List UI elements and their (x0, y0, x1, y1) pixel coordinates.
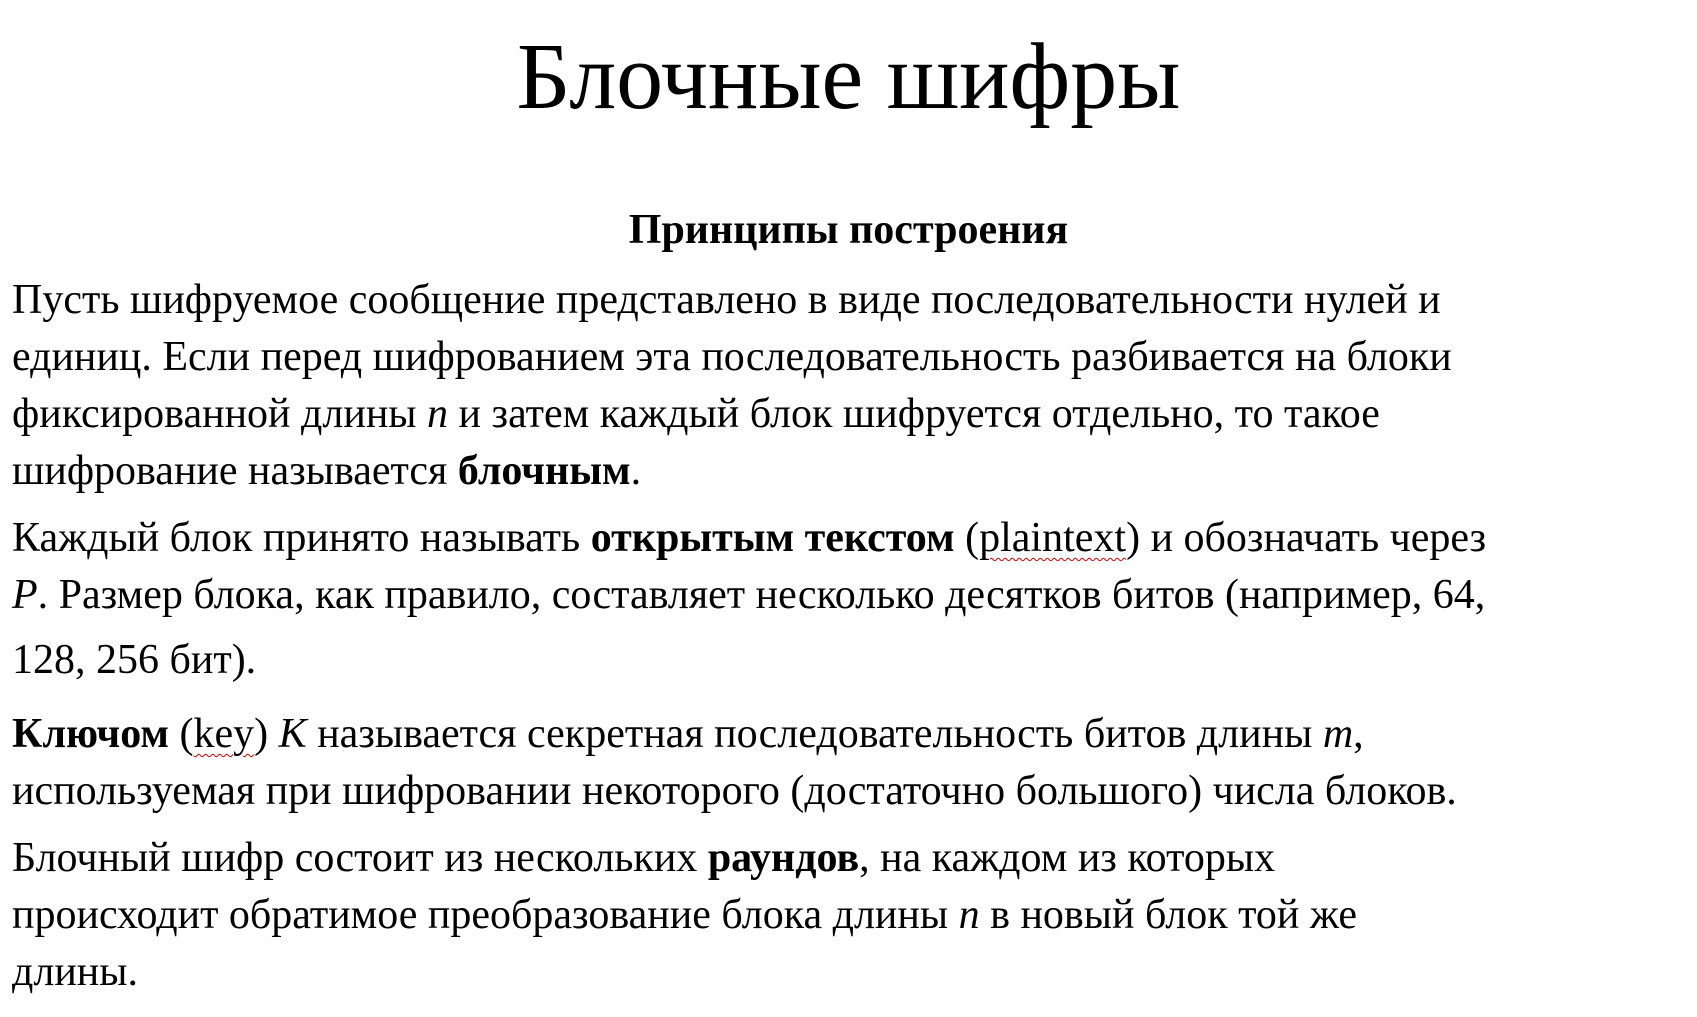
text-run: 128, 256 бит). (12, 637, 257, 683)
text-line (12, 443, 1692, 500)
text-run: и затем каждый блок шифруется отдельно, то такое (448, 391, 1380, 437)
paragraph-plaintext-definition (12, 510, 1692, 696)
text-run: . Размер блока, как правило, составляет несколько десятков битов (например, 64, (37, 572, 1486, 618)
text-run: ( (169, 711, 194, 757)
text-run: Блочный шифр состоит из нескольких (12, 835, 708, 881)
text-line (12, 272, 1692, 329)
text-line (12, 567, 1692, 624)
variable-k: K (278, 711, 307, 757)
text-line (12, 329, 1692, 386)
text-run: шифрование называется (12, 448, 458, 494)
text-run: ) и обозначать через (1126, 515, 1487, 561)
paragraph-rounds-definition (12, 830, 1692, 1001)
text-run: ) (254, 711, 279, 757)
page-title: Блочные шифры (516, 25, 1181, 129)
text-run: единиц. Если перед шифрованием эта последовательность разбивается на блоки (12, 334, 1452, 380)
text-run: ( (954, 515, 980, 561)
text-line (12, 386, 1692, 443)
section-subtitle: Принципы построения (628, 207, 1069, 253)
document-body (12, 272, 1692, 1011)
paragraph-block-definition (12, 272, 1692, 500)
variable-p: P (12, 572, 38, 618)
text-run: фиксированной длины (12, 391, 428, 437)
term-key: Ключом (12, 711, 170, 757)
english-term-key: key (193, 711, 255, 757)
text-run: называется секретная последовательность битов длины (306, 711, 1323, 757)
text-line (12, 624, 1692, 696)
text-run: в новый блок той же (979, 892, 1358, 938)
text-line (12, 706, 1692, 763)
text-run: используемая при шифровании некоторого (достаточно большого) числа блоков. (12, 768, 1457, 814)
term-block-cipher: блочным (457, 448, 631, 494)
text-line (12, 887, 1692, 944)
text-line (12, 763, 1692, 820)
variable-m: m (1322, 711, 1354, 757)
text-line (12, 944, 1692, 1001)
text-run: , на каждом из которых (859, 835, 1276, 881)
variable-n: n (427, 391, 449, 437)
term-rounds: раундов (707, 835, 860, 881)
text-run: Пусть шифруемое сообщение представлено в виде последовательности нулей и (12, 277, 1441, 323)
term-plaintext: открытым текстом (590, 515, 955, 561)
text-run: длины. (12, 949, 138, 995)
text-run: , (1353, 711, 1364, 757)
paragraph-key-definition (12, 706, 1692, 820)
text-line (12, 510, 1692, 567)
text-run: происходит обратимое преобразование блока длины (12, 892, 959, 938)
text-run: Каждый блок принято называть (12, 515, 591, 561)
english-term-plaintext: plaintext (979, 515, 1127, 561)
text-line (12, 830, 1692, 887)
variable-n: n (958, 892, 980, 938)
text-run: . (630, 448, 642, 494)
